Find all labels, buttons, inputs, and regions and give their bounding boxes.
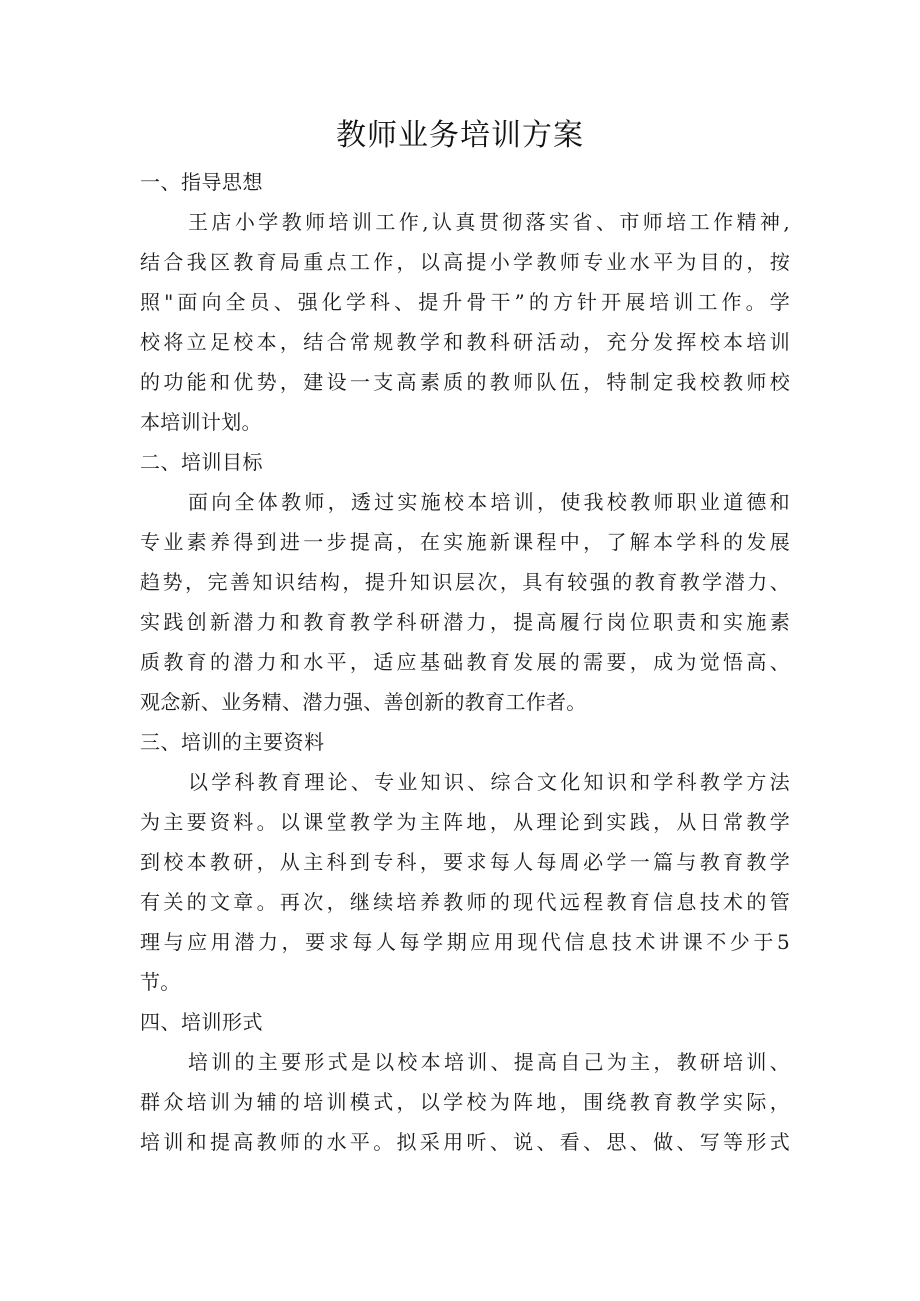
section-heading-guiding-ideology: 一、指导思想: [140, 170, 263, 194]
document-body: [140, 162, 790, 1162]
paragraph-line: 照"面向全员、强化学科、提升骨干”的方针开展培训工作。学: [140, 290, 790, 314]
paragraph-line: 节。: [140, 970, 181, 994]
paragraph-line: 群众培训为辅的培训模式，以学校为阵地，围绕教育教学实际，: [140, 1090, 790, 1114]
paragraph-line: 趋势，完善知识结构，提升知识层次，具有较强的教育教学潜力、: [140, 570, 790, 594]
paragraph-line: 观念新、业务精、潜力强、善创新的教育工作者。: [140, 690, 587, 714]
paragraph-line: 校将立足校本，结合常规教学和教科研活动，充分发挥校本培训: [140, 330, 790, 354]
section-paragraph-training-goals: [140, 482, 790, 722]
section-paragraph-training-materials: [140, 762, 790, 1002]
paragraph-line: 培训和提高教师的水平。拟采用听、说、看、思、做、写等形式: [140, 1130, 790, 1154]
paragraph-line: 结合我区教育局重点工作，以高提小学教师专业水平为目的，按: [140, 250, 790, 274]
paragraph-line: 本培训计划。: [140, 410, 262, 434]
section-heading-training-goals: 二、培训目标: [140, 450, 263, 474]
paragraph-line: 为主要资料。以课堂教学为主阵地，从理论到实践，从日常教学: [140, 810, 790, 834]
paragraph-line: 王店小学教师培训工作,认真贯彻落实省、市师培工作精神,: [188, 210, 790, 234]
paragraph-line: 质教育的潜力和水平，适应基础教育发展的需要，成为觉悟高、: [140, 650, 790, 674]
section-paragraph-training-forms: [140, 1042, 790, 1162]
paragraph-line: 实践创新潜力和教育教学科研潜力，提高履行岗位职责和实施素: [140, 610, 790, 634]
paragraph-line: 培训的主要形式是以校本培训、提高自己为主，教研培训、: [188, 1050, 790, 1074]
paragraph-line: 到校本教研，从主科到专科，要求每人每周必学一篇与教育教学: [140, 850, 790, 874]
paragraph-line: 的功能和优势，建设一支高素质的教师队伍，特制定我校教师校: [140, 370, 790, 394]
document-title: 教师业务培训方案: [336, 118, 584, 153]
section-paragraph-guiding-ideology: [140, 202, 790, 442]
section-heading-training-materials: 三、培训的主要资料: [140, 730, 325, 754]
paragraph-line: 以学科教育理论、专业知识、综合文化知识和学科教学方法: [188, 770, 790, 794]
paragraph-line: 理与应用潜力，要求每人每学期应用现代信息技术讲课不少于5: [140, 930, 790, 954]
paragraph-line: 专业素养得到进一步提高，在实施新课程中，了解本学科的发展: [140, 530, 790, 554]
paragraph-line: 有关的文章。再次，继续培养教师的现代远程教育信息技术的管: [140, 890, 790, 914]
section-heading-training-forms: 四、培训形式: [140, 1010, 263, 1034]
paragraph-line: 面向全体教师，透过实施校本培训，使我校教师职业道德和: [188, 490, 790, 514]
